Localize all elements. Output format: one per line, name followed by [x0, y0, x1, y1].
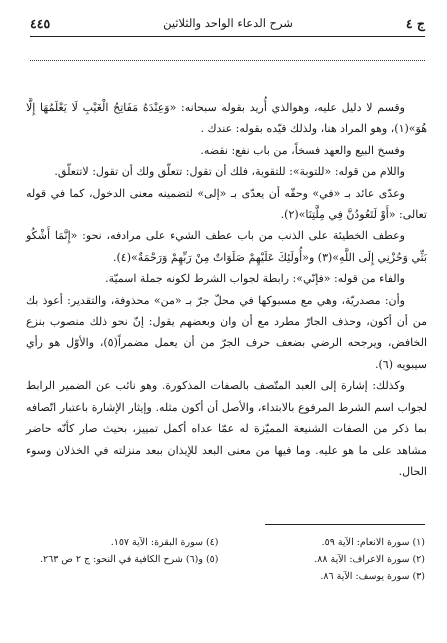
- paragraph: والفاء من قوله: «فإنّي»: رابطة لجواب الشرط لكونه جملة اسميّة.: [105, 272, 405, 286]
- paragraph: وقسم لا دليل عليه، وهوالذي أُريد بقوله سبحانه: «وَعِنْدَهُ مَفَاتِحُ الْغَيْبِ لَا يَعْلَمُهَا إِلَّا هُوَ»(١)، وهو المراد هنا، ولذلك قيّده بقوله: عندك .: [26, 101, 427, 136]
- paragraph: وأن: مصدريّة، وهي مع مسبوكها في محلّ جرّ بـ «من» محذوفة، والتقدير: أعوذ بك من أن أكون، وحذف الجارّ مطرد مع أن وان وبعضهم يقول: إنّ نحو ذلك منصوب بنزع الخافض، ويرجحه الرضي بضعف حرف الجرّ من أن يعمل مضمراً(٥)، والأوّل هو رأي سيبويه (٦).: [26, 293, 427, 371]
- footnote-rule: [265, 524, 425, 525]
- footnote: (٤) سورة البقرة: الآية ١٥٧.: [110, 537, 219, 548]
- running-title: شرح الدعاء الواحد والثلاثين: [163, 16, 293, 30]
- volume-label: ج ٤: [405, 15, 425, 31]
- page-number: ٤٤٥: [30, 15, 51, 31]
- footnotes: [30, 536, 425, 584]
- dotted-separator: [30, 60, 425, 61]
- paragraph: وعطف الخطيئة على الذنب من باب عطف الشيء على مرادفه، نحو: «إِنَّمَا أَشْكُو بَثِّي وَحُزْنِي إِلَى اللَّهِ»(٣) و«أُولَئِكَ عَلَيْهِمْ صَلَوَاتٌ مِنْ رَبِّهِمْ وَرَحْمَةٌ»(٤).: [26, 229, 427, 264]
- paragraph: واللام من قوله: «للتوبة»: للتقوية، فلك أن تقول: تتعلّق ولك أن تقول: لاتتعلّق.: [54, 165, 405, 179]
- footnote: (١) سورة الانعام: الآية ٥٩.: [321, 537, 425, 548]
- footnote: (٢) سورة الاعراف: الآية ٨٨.: [314, 554, 425, 565]
- main-text: [26, 97, 427, 482]
- footnote: (٣) سورة يوسف: الآية ٨٦.: [320, 571, 425, 582]
- header-rule: [30, 36, 425, 37]
- paragraph: وفسخ البيع والعهد فسخاً، من باب نفع: نقضه.: [200, 143, 405, 157]
- page-header: [30, 12, 425, 34]
- paragraph: وعدّى عائد بـ «في» وحقّه أن يعدّى بـ «إلى» لتضمينه معنى الدخول، كما في قوله تعالى: «أَوْ لَتَعُودُنَّ فِي مِلَّتِنَا»(٢).: [26, 186, 427, 222]
- footnote: (٥) و(٦) شرح الكافية في النحو: ج ٢ ص ٢٦٣.: [39, 554, 219, 565]
- paragraph: وكذلك: إشارة إلى العبد المتّصف بالصفات المذكورة. وهو نائب عن الضمير الرابط لجواب اسم الشرط المرفوع بالابتداء، والأصل أن أكون مثله. وإيثار الإشارة باعتبار اتّصافه بما ذكر من الصفات الشنيعة المميّزة له عمّا عداه أكمل تمييز، بحيث صار كأنّه حاضر مشاهد على ما هو عليه. وما فيها من معنى البعد للإيذان ببعد منزلته في الخذلان وسوء الحال.: [26, 379, 427, 478]
